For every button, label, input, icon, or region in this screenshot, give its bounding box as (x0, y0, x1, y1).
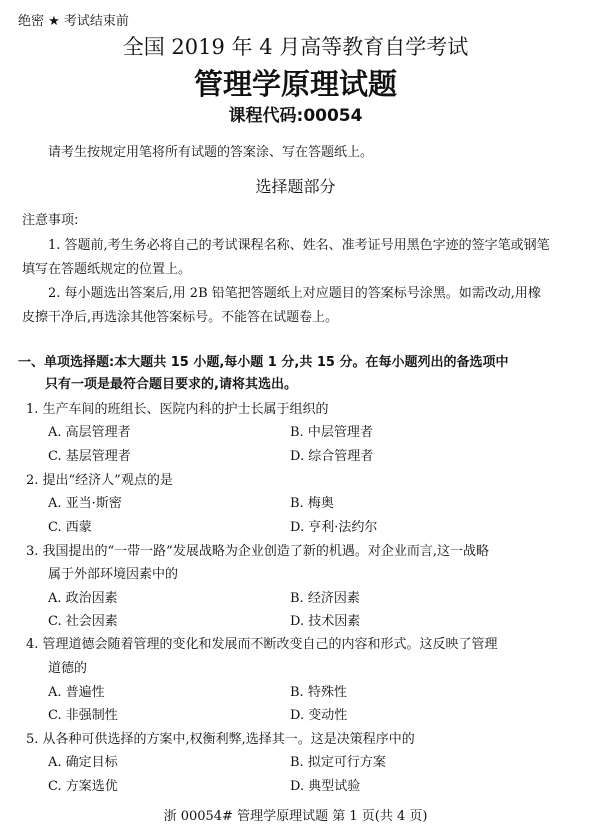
question-2-option-b: B. 梅奥 (290, 496, 334, 511)
question-4-option-a: A. 普遍性 (48, 685, 105, 700)
question-5-option-c: C. 方案选优 (48, 779, 118, 794)
question-1-option-c: C. 基层管理者 (48, 449, 131, 464)
question-3-option-c: C. 社会因素 (48, 614, 118, 629)
exam-title: 全国 2019 年 4 月高等教育自学考试 (122, 35, 469, 59)
question-4-stem-line-2: 道德的 (48, 661, 88, 676)
question-2-stem: 2. 提出“经济人”观点的是 (26, 473, 173, 488)
question-1-option-d: D. 综合管理者 (290, 449, 374, 464)
confidential-label: 绝密 ★ 考试结束前 (18, 14, 129, 29)
question-4-option-b: B. 特殊性 (290, 685, 347, 700)
question-1-option-b: B. 中层管理者 (290, 425, 373, 440)
question-2-option-c: C. 西蒙 (48, 520, 92, 535)
question-4-stem-line-1: 4. 管理道德会随着管理的变化和发展而不断改变自己的内容和形式。这反映了管理 (26, 637, 498, 652)
question-5-option-b: B. 拟定可行方案 (290, 755, 386, 770)
notice-item-2-line-2: 皮擦干净后,再选涂其他答案标号。不能答在试题卷上。 (22, 310, 339, 325)
question-3-option-b: B. 经济因素 (290, 591, 360, 606)
question-3-option-a: A. 政治因素 (48, 591, 118, 606)
notice-item-2-line-1: 2. 每小题选出答案后,用 2B 铅笔把答题纸上对应题目的答案标号涂黑。如需改动,用橡 (48, 286, 541, 301)
question-5-option-a: A. 确定目标 (48, 755, 118, 770)
question-2-option-a: A. 亚当·斯密 (48, 496, 122, 511)
answer-instruction: 请考生按规定用笔将所有试题的答案涂、写在答题纸上。 (48, 145, 374, 160)
part1-heading-line-2: 只有一项是最符合题目要求的,请将其选出。 (45, 377, 297, 392)
question-1-option-a: A. 高层管理者 (48, 425, 131, 440)
course-code: 课程代码:00054 (228, 106, 363, 126)
section-title: 选择题部分 (255, 177, 336, 196)
notice-heading: 注意事项: (22, 213, 79, 228)
question-3-stem-line-1: 3. 我国提出的“一带一路”发展战略为企业创造了新的机遇。对企业而言,这一战略 (26, 544, 489, 559)
question-3-option-d: D. 技术因素 (290, 614, 361, 629)
question-3-stem-line-2: 属于外部环境因素中的 (48, 567, 179, 582)
question-1-stem: 1. 生产车间的班组长、医院内科的护士长属于组织的 (26, 402, 329, 417)
question-5-option-d: D. 典型试验 (290, 779, 361, 794)
notice-item-1-line-2: 填写在答题纸规定的位置上。 (22, 262, 192, 277)
page-footer: 浙 00054# 管理学原理试题 第 1 页(共 4 页) (163, 809, 428, 824)
question-4-option-c: C. 非强制性 (48, 708, 118, 723)
notice-item-1-line-1: 1. 答题前,考生务必将自己的考试课程名称、姓名、准考证号用黑色字迹的签字笔或钢笔 (48, 238, 550, 253)
subject-title: 管理学原理试题 (193, 67, 397, 101)
question-2-option-d: D. 亨利·法约尔 (290, 520, 378, 535)
part1-heading-line-1: 一、单项选择题:本大题共 15 小题,每小题 1 分,共 15 分。在每小题列出的备选项中 (18, 355, 509, 370)
question-4-option-d: D. 变动性 (290, 708, 348, 723)
question-5-stem: 5. 从各种可供选择的方案中,权衡利弊,选择其一。这是决策程序中的 (26, 732, 415, 747)
